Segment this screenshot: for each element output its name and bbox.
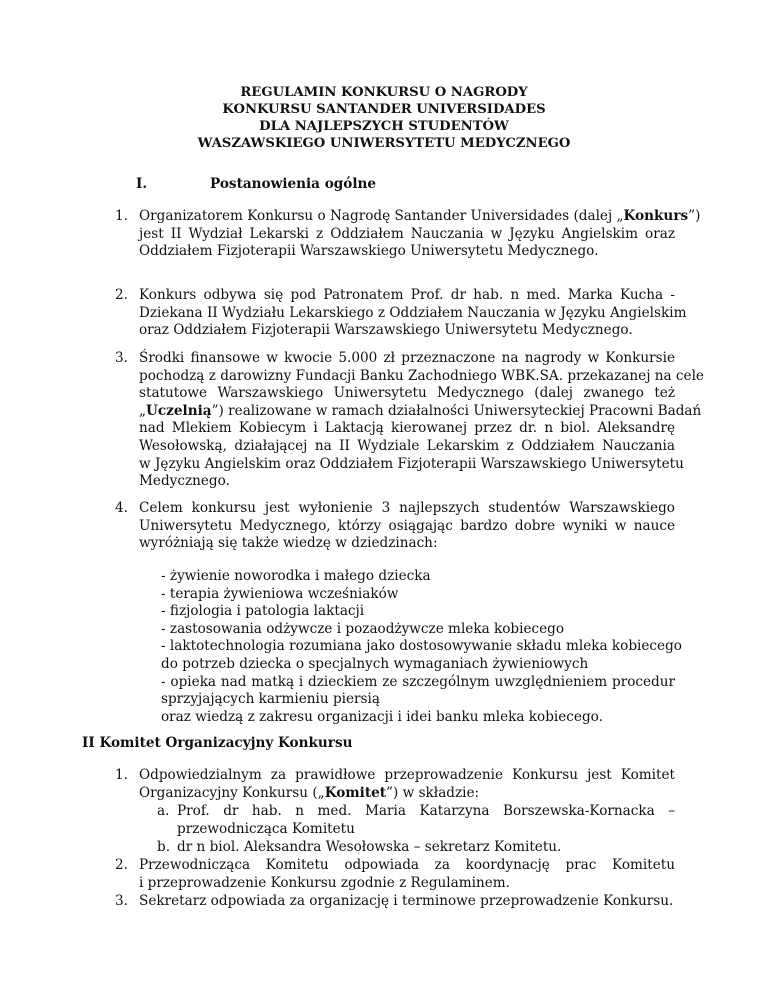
text-line: oraz Oddziałem Fizjoterapii Warszawskiego Uniwersytetu Medycznego.: [139, 322, 633, 339]
list-item: [115, 500, 675, 553]
text-line: pochodzą z darowizny Fundacji Banku Zachodniego WBK.SA. przekazanej na cele: [139, 367, 704, 384]
topic-item: - zastosowania odżywcze i pozaodżywcze mleka kobiecego: [161, 620, 565, 637]
text-line: Organizacyjny Konkursu („Komitet”) w składzie:: [139, 784, 480, 801]
text-line: Odpowiedzialnym za prawidłowe przeprowadzenie Konkursu jest Komitet: [139, 767, 675, 783]
sub-item-letter: b.: [157, 839, 171, 855]
text-line: Organizatorem Konkursu o Nagrodę Santander Universidades (dalej „Konkurs”): [139, 208, 701, 224]
list-item: [115, 857, 675, 892]
title-line: WASZAWSKIEGO UNIWERSYTETU MEDYCZNEGO: [197, 136, 571, 151]
sub-item-letter: a.: [157, 803, 170, 819]
sub-item: [157, 839, 675, 857]
text-line: Wesołowską, działającej na II Wydziale Lekarskim z Oddziałem Nauczania: [139, 437, 675, 454]
text-line: Przewodnicząca Komitetu odpowiada za koordynację prac Komitetu: [139, 857, 675, 873]
list-item: [115, 767, 675, 802]
text-line: Oddziałem Fizjoterapii Warszawskiego Uniwersytetu Medycznego.: [139, 243, 599, 260]
sub-item: [157, 803, 675, 838]
topic-item: - terapia żywieniowa wcześniaków: [161, 585, 399, 602]
text-line: Medycznego.: [139, 473, 230, 490]
topic-item: - laktotechnologia rozumiana jako dostosowywanie składu mleka kobiecego: [161, 638, 682, 655]
title-line: REGULAMIN KONKURSU O NAGRODY: [240, 85, 528, 100]
item-number: 2.: [115, 857, 128, 873]
item-number: 1.: [115, 767, 128, 783]
title-line: DLA NAJLEPSZYCH STUDENTÓW: [259, 119, 509, 134]
text-line: w Języku Angielskim oraz Oddziałem Fizjoterapii Warszawskiego Uniwersytetu: [139, 455, 684, 472]
topic-item: - opieka nad matką i dzieckiem ze szczególnym uwzględnieniem procedur: [161, 673, 675, 690]
item-number: 4.: [115, 500, 128, 516]
text-line: Środki finansowe w kwocie 5.000 zł przeznaczone na nagrody w Konkursie: [139, 350, 675, 366]
topics-list: [161, 568, 682, 726]
topic-item: sprzyjających karmieniu piersią: [161, 691, 380, 708]
text-line: Dziekana II Wydziału Lekarskiego z Oddziałem Nauczania w Języku Angielskim: [139, 304, 687, 321]
text-line: wyróżniają się także wiedzę w dziedzinach:: [139, 535, 438, 552]
list-item: [115, 893, 675, 911]
text-line: i przeprowadzenie Konkursu zgodnie z Regulaminem.: [139, 874, 510, 891]
topic-item: - żywienie noworodka i małego dziecka: [161, 568, 431, 584]
topic-item: do potrzeb dziecka o specjalnych wymaganiach żywieniowych: [161, 655, 589, 672]
item-number: 2.: [115, 287, 128, 303]
text-line: Uniwersytetu Medycznego, którzy osiągając bardzo dobre wyniki w nauce: [139, 517, 675, 534]
text-line: Celem konkursu jest wyłonienie 3 najlepszych studentów Warszawskiego: [139, 500, 675, 516]
list-item: [115, 287, 687, 340]
title-line: KONKURSU SANTANDER UNIVERSIDADES: [222, 102, 546, 117]
text-line: nad Mlekiem Kobiecym i Laktacją kierowanej przez dr. n biol. Aleksandrę: [139, 420, 675, 437]
text-line: dr n biol. Aleksandra Wesołowska – sekretarz Komitetu.: [177, 839, 562, 855]
section-title: Postanowienia ogólne: [210, 176, 377, 192]
text-line: przewodnicząca Komitetu: [177, 820, 355, 837]
text-line: „Uczelnią”) realizowane w ramach działalności Uniwersyteckiej Pracowni Badań: [139, 402, 702, 419]
list-item: [115, 208, 701, 261]
list-item: [115, 350, 704, 491]
topic-item: - fizjologia i patologia laktacji: [161, 603, 365, 620]
text-line: Prof. dr hab. n med. Maria Katarzyna Borszewska-Kornacka –: [177, 803, 675, 819]
item-number: 1.: [115, 208, 128, 224]
document-title: [0, 84, 768, 152]
section-number: I.: [136, 176, 148, 192]
item-number: 3.: [115, 893, 128, 909]
text-line: jest II Wydział Lekarski z Oddziałem Nauczania w Języku Angielskim oraz: [139, 225, 675, 242]
text-line: Konkurs odbywa się pod Patronatem Prof. dr hab. n med. Marka Kucha -: [139, 287, 675, 303]
text-line: Sekretarz odpowiada za organizację i terminowe przeprowadzenie Konkursu.: [139, 893, 674, 909]
text-line: statutowe Warszawskiego Uniwersytetu Medycznego (dalej zwanego też: [139, 385, 675, 402]
section-2-heading: II Komitet Organizacyjny Konkursu: [82, 735, 353, 751]
topic-item: oraz wiedzą z zakresu organizacji i idei banku mleka kobiecego.: [161, 708, 603, 725]
item-number: 3.: [115, 350, 128, 366]
